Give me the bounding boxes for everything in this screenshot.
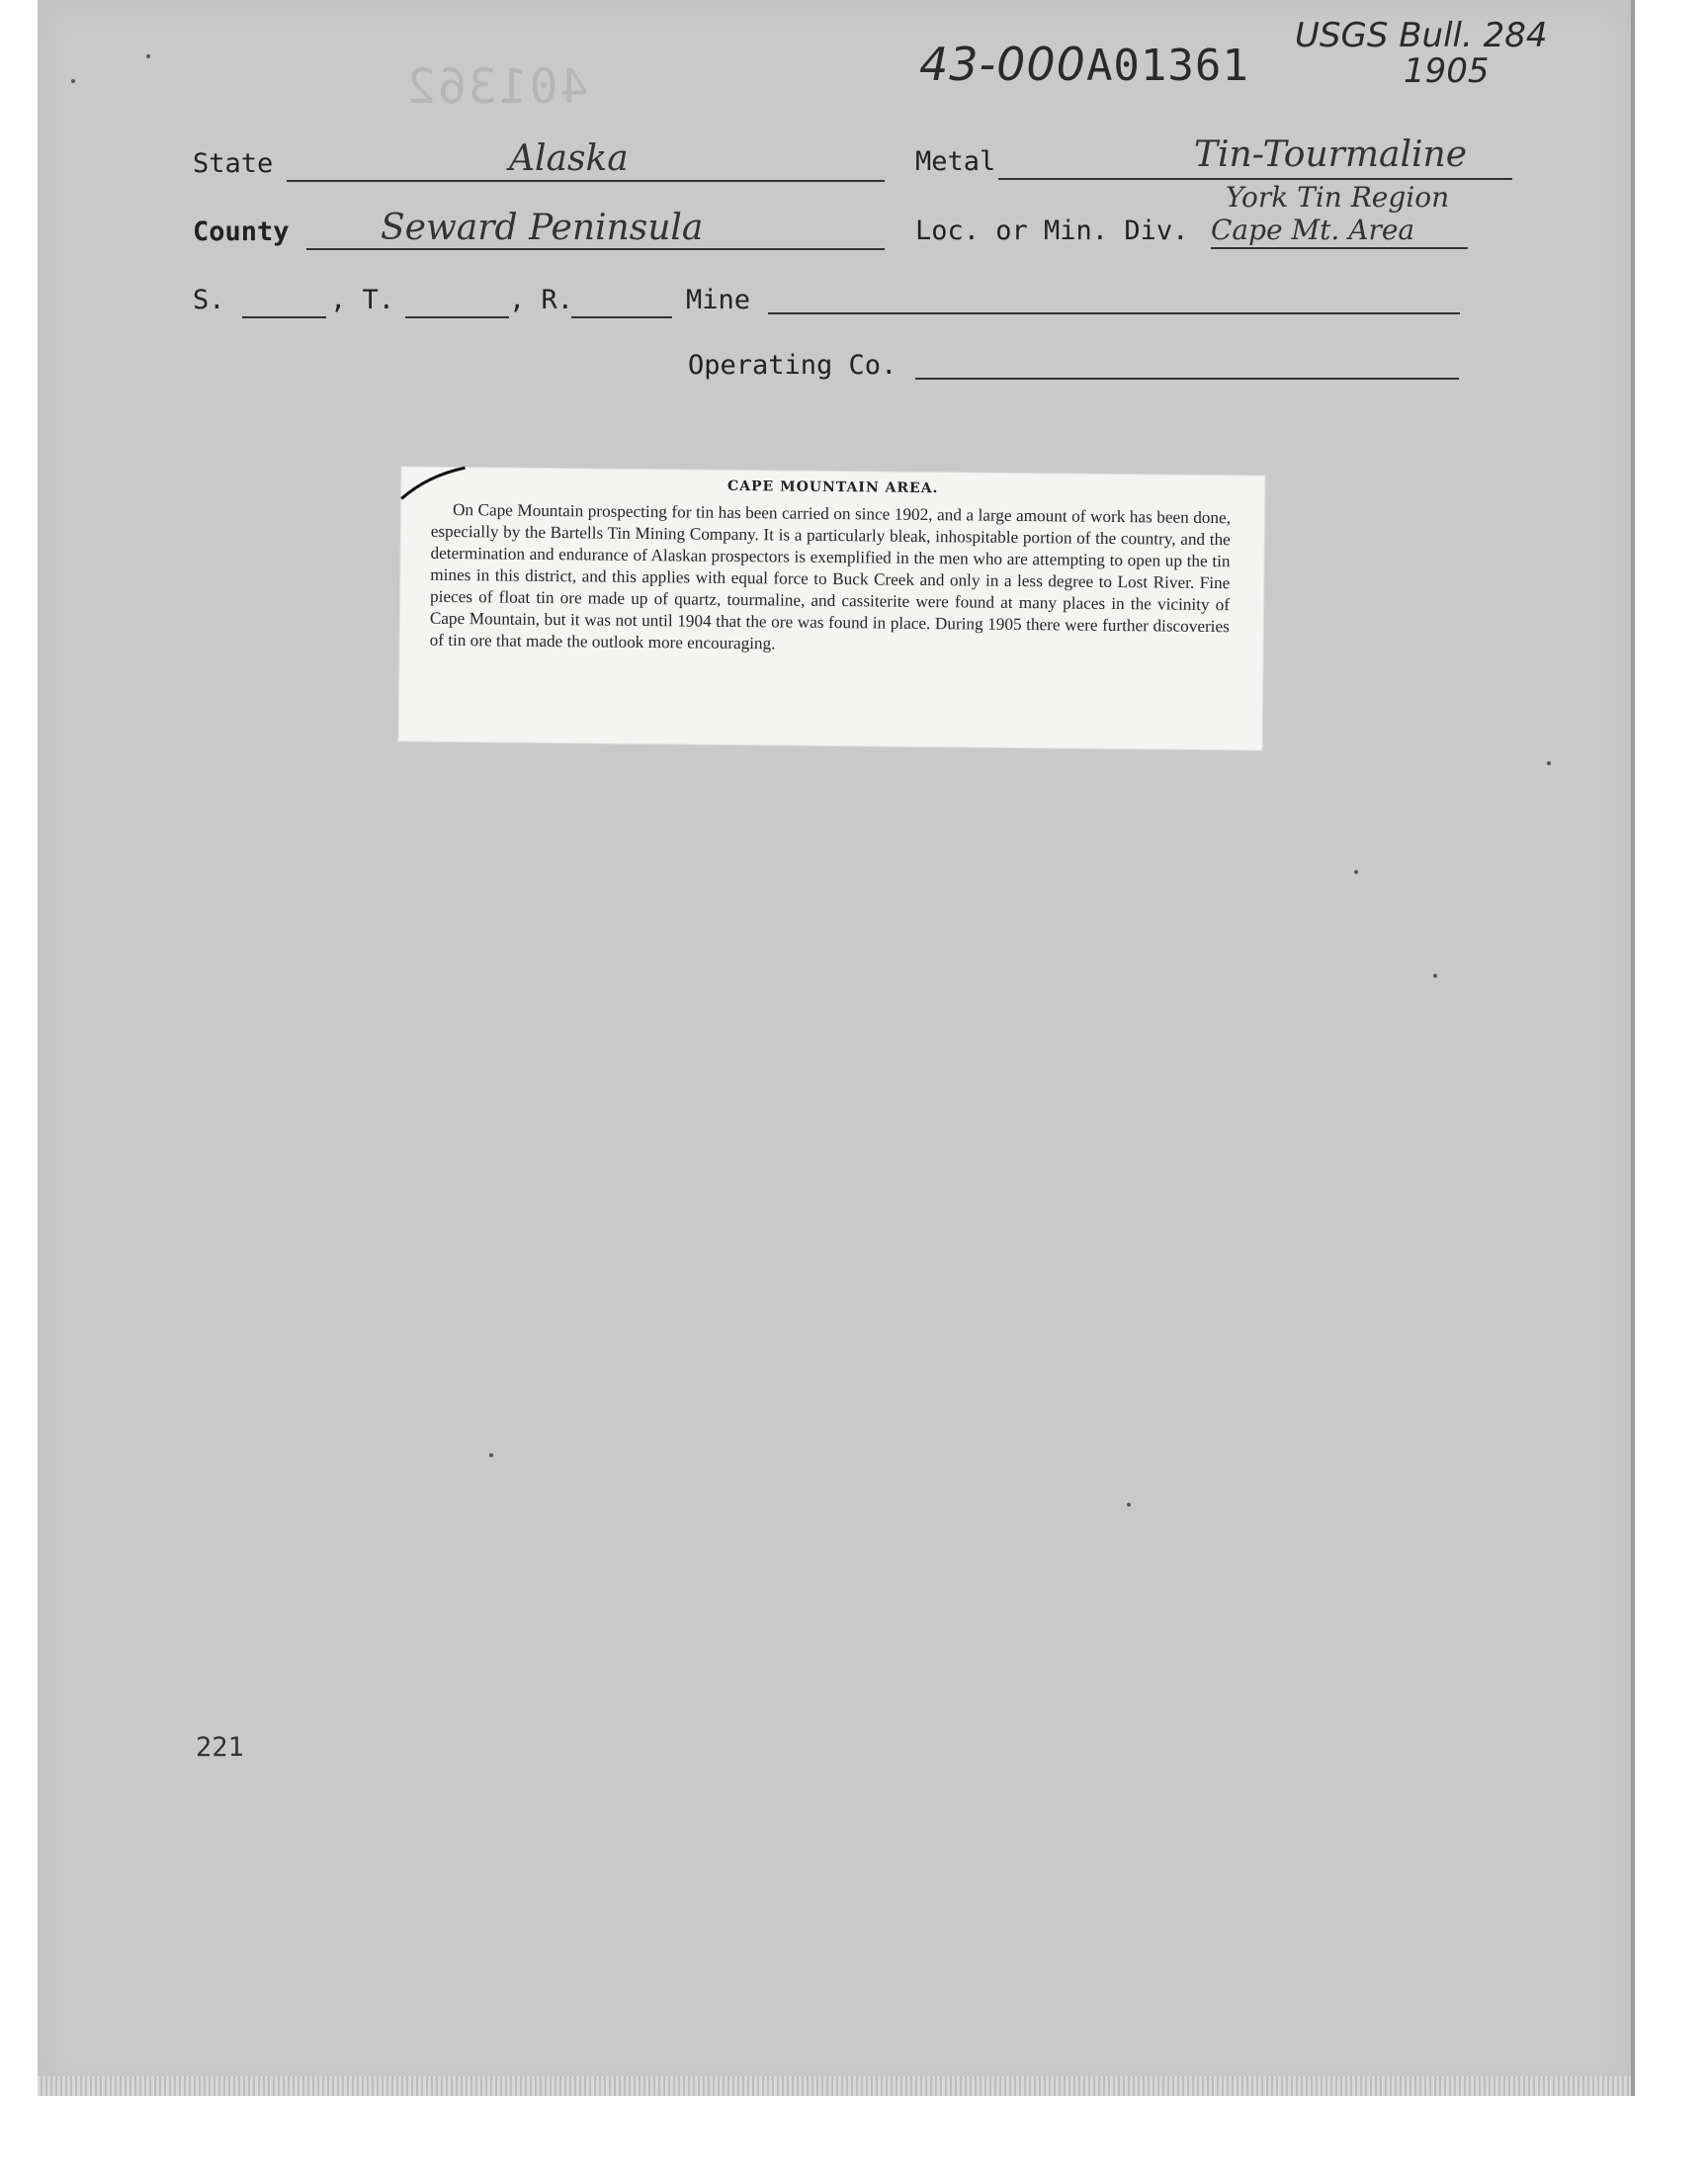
metal-label: Metal — [915, 146, 996, 177]
dust-speck — [146, 54, 150, 58]
county-label: County — [193, 217, 290, 247]
county-value: Seward Peninsula — [381, 208, 704, 248]
state-line — [287, 180, 885, 182]
page-number: 221 — [196, 1732, 244, 1763]
operating-co-line — [915, 378, 1459, 380]
metal-line — [998, 178, 1512, 180]
mine-label: Mine — [686, 285, 751, 315]
dust-speck — [489, 1453, 493, 1457]
loc-label: Loc. or Min. Div. — [915, 216, 1189, 246]
state-label: State — [193, 148, 274, 179]
state-value: Alaska — [509, 138, 629, 179]
dust-speck — [1127, 1503, 1131, 1507]
check-mark-icon — [399, 465, 469, 505]
loc-value-line1: York Tin Region — [1226, 181, 1450, 214]
dust-speck — [71, 79, 75, 83]
clipping-body: On Cape Mountain prospecting for tin has been carried on since 1902, and a large amount of work has been done, especially by the Bartells Tin Mining Company. It is a particularly bleak, inhospitable portion of the country, and the determination and endurance of Alaskan prospectors is exemplified in the men who are attempting to open up the tin mines in this district, and this applies with equal force to Buck Creek and only in a less degree to Lost River. Fine pieces of float tin ore made up of quartz, tourmaline, and cassiterite were found at many places in the vicinity of Cape Mountain, but it was not until 1904 that the ore was found in place. During 1905 there were further discoveries of tin ore that made the outlook more encouraging. — [429, 499, 1232, 653]
dust-speck — [1433, 974, 1437, 978]
sheet-edge — [38, 2076, 1631, 2096]
clipping-title: CAPE MOUNTAIN AREA. — [726, 478, 939, 497]
source-note — [1295, 18, 1547, 89]
section-line — [242, 316, 326, 318]
source-citation: USGS Bull. 284 — [1295, 16, 1548, 55]
metal-value: Tin-Tourmaline — [1194, 134, 1467, 175]
dust-speck — [1547, 761, 1551, 765]
county-line — [306, 248, 885, 250]
township-label: , T. — [330, 285, 395, 315]
mine-line — [768, 312, 1460, 314]
reference-prefix: 43-000 — [919, 38, 1086, 91]
source-year: 1905 — [1404, 51, 1490, 91]
pasted-clipping — [399, 467, 1265, 749]
reference-stamp: A01361 — [1085, 41, 1249, 91]
dust-speck — [1354, 870, 1358, 874]
loc-line — [1211, 247, 1468, 249]
loc-value-line2: Cape Mt. Area — [1211, 214, 1415, 246]
operating-co-label: Operating Co. — [688, 350, 897, 381]
reference-number — [919, 38, 1249, 91]
document-sheet — [38, 0, 1635, 2096]
range-line — [571, 316, 672, 318]
bleed-through-number: 401362 — [405, 59, 589, 115]
section-label: S. — [193, 285, 225, 315]
range-label: , R. — [509, 285, 574, 315]
township-line — [405, 316, 509, 318]
